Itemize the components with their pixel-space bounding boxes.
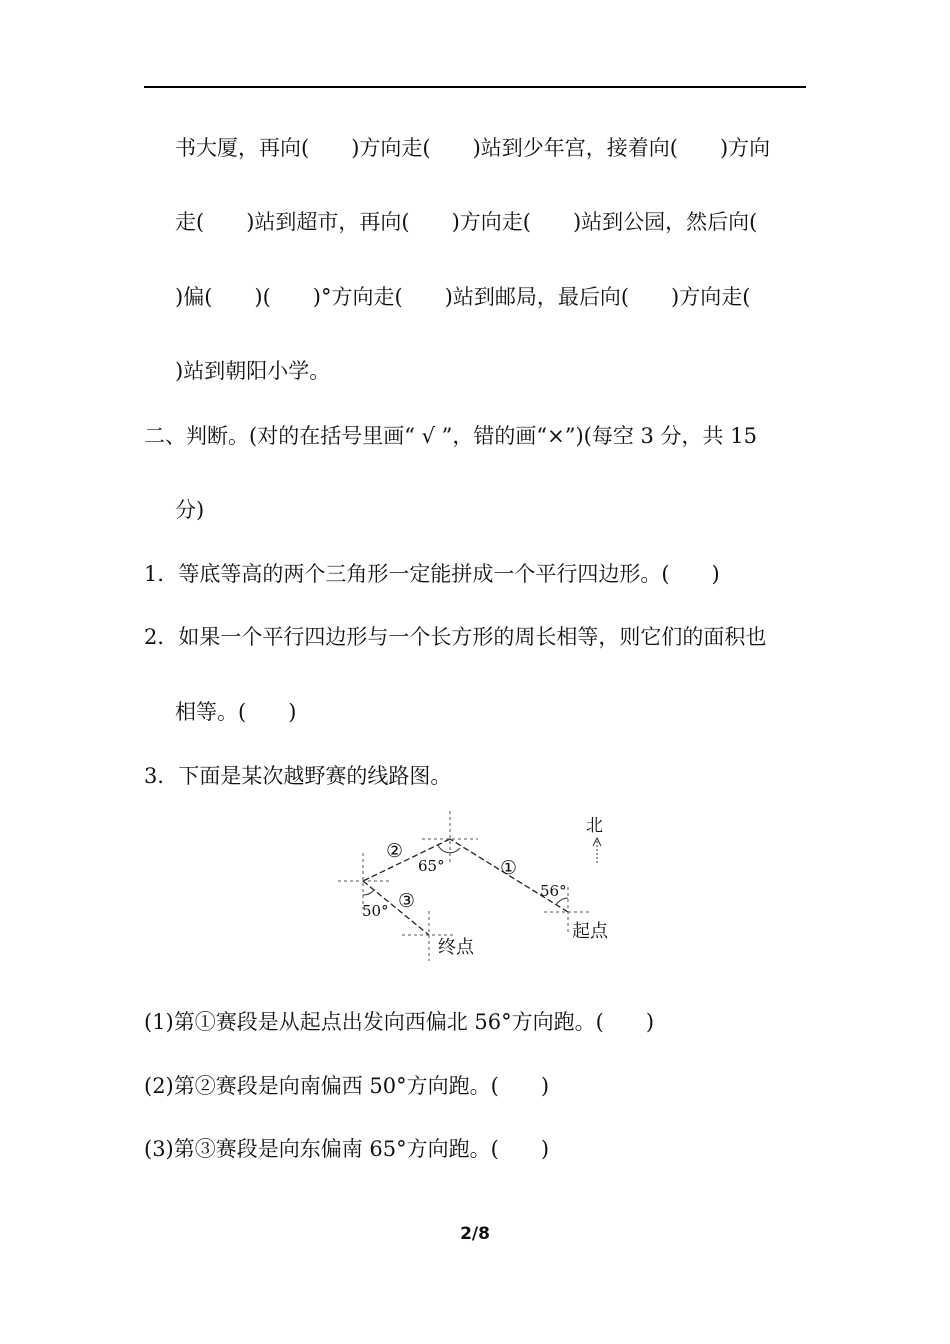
page-number: 2/8 <box>460 1224 490 1244</box>
question-2: 2．如果一个平行四边形与一个长方形的周长相等，则它们的面积也 <box>144 625 767 649</box>
question-2-cont: 相等。( ) <box>175 700 297 724</box>
subquestion-3: (3)第③赛段是向东偏南 65°方向跑。( ) <box>144 1137 550 1161</box>
paragraph-line-2: 走( )站到超市，再向( )方向走( )站到公园，然后向( <box>175 210 758 234</box>
start-label: 起点 <box>572 921 608 942</box>
question-3: 3．下面是某次越野赛的线路图。 <box>144 764 452 788</box>
header-rule <box>144 86 806 88</box>
subquestion-1: (1)第①赛段是从起点出发向西偏北 56°方向跑。( ) <box>144 1010 655 1034</box>
angle-56-label: 56° <box>540 882 567 900</box>
angle-50-label: 50° <box>362 902 389 920</box>
question-1: 1．等底等高的两个三角形一定能拼成一个平行四边形。( ) <box>144 562 720 586</box>
segment-1-label: ① <box>500 857 518 879</box>
paragraph-line-1: 书大厦，再向( )方向走( )站到少年宫，接着向( )方向 <box>175 136 771 160</box>
north-label: 北 <box>586 816 603 836</box>
section2-heading: 二、判断。(对的在括号里画“ √ ”，错的画“×”)(每空 3 分，共 15 <box>144 424 757 448</box>
segment-3-label: ③ <box>398 890 416 912</box>
segment-2-label: ② <box>386 840 404 862</box>
end-label: 终点 <box>438 937 474 958</box>
section2-heading-cont: 分) <box>175 498 205 522</box>
paragraph-line-3: )偏( )( )°方向走( )站到邮局，最后向( )方向走( <box>175 285 751 309</box>
angle-65-label: 65° <box>418 857 445 875</box>
route-diagram <box>330 805 630 980</box>
subquestion-2: (2)第②赛段是向南偏西 50°方向跑。( ) <box>144 1074 550 1098</box>
paragraph-line-4: )站到朝阳小学。 <box>175 359 331 383</box>
